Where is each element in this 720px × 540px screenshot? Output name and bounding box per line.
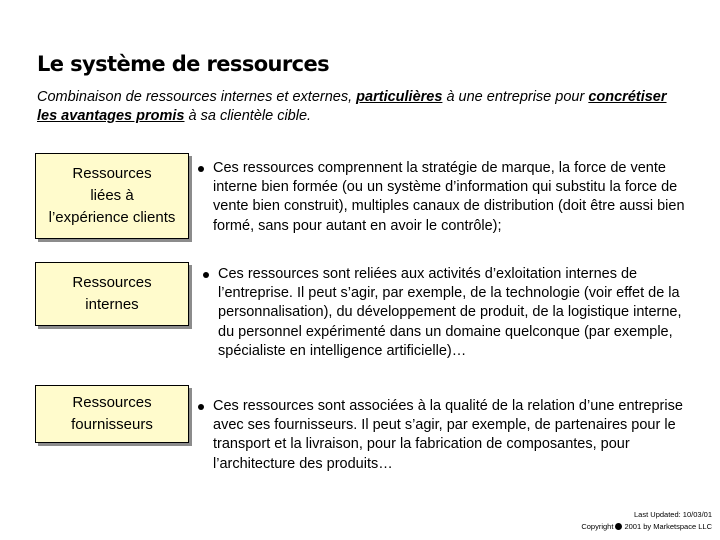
slide-subtitle bbox=[37, 88, 687, 126]
box-line: Ressources bbox=[72, 274, 152, 291]
bullet-dot-icon bbox=[198, 166, 204, 172]
subtitle-part-3: à sa clientèle cible. bbox=[184, 108, 312, 124]
bullet-dot-icon bbox=[203, 272, 209, 278]
box-line: Ressources bbox=[72, 394, 152, 411]
subtitle-emphasis-1: particulières bbox=[356, 89, 443, 105]
box-line: l’expérience clients bbox=[48, 209, 176, 226]
bullet-text: Ces ressources sont associées à la qualité de la relation d’une entreprise avec ses fournisseurs. Il peut s’agir, par exemple, de partenaires pour le transport et la livraison, pour la fabrication de composantes, pour l’architecture des produits… bbox=[213, 398, 683, 472]
subtitle-emphasis-2: concrétiser les avantages promis bbox=[37, 89, 667, 124]
copyright bbox=[581, 521, 712, 533]
slide-title: Le système de ressources bbox=[37, 52, 330, 76]
copyright-icon bbox=[615, 523, 622, 530]
bullet-text: Ces ressources sont reliées aux activités d’exloitation internes de l’entreprise. Il peut s’agir, par exemple, de la technologie (voir effet de la personnalisation), du développement de produit, de la logistique interne, du personnel expérimenté dans un domaine quelconque (par exemple, spécialiste en intelligence artificielle)… bbox=[218, 266, 682, 359]
last-updated: Last Updated: 10/03/01 bbox=[634, 510, 712, 519]
box-internal-resources bbox=[35, 262, 189, 326]
bullet-customer-experience bbox=[198, 159, 693, 236]
box-line: fournisseurs bbox=[71, 416, 153, 433]
subtitle-part-2: à une entreprise pour bbox=[442, 89, 589, 105]
bullet-internal bbox=[203, 265, 693, 361]
bullet-text: Ces ressources comprennent la stratégie de marque, la force de vente interne bien formée (ou un système d’information qui substitu la force de vente bien construit), multiples canaux de distribution (doit être aussi bien formé, sans pour autant en avoir le contrôle); bbox=[213, 160, 685, 234]
copyright-holder: 2001 by Marketspace LLC bbox=[624, 522, 712, 531]
bullet-suppliers bbox=[198, 397, 693, 474]
box-line: internes bbox=[85, 296, 139, 313]
subtitle-part-1: Combinaison de ressources internes et externes, bbox=[37, 89, 357, 105]
box-line: liées à bbox=[90, 187, 134, 204]
box-customer-experience-resources bbox=[35, 153, 189, 239]
box-line: Ressources bbox=[72, 165, 152, 182]
slide-footer bbox=[581, 509, 712, 533]
copyright-label: Copyright bbox=[581, 522, 614, 531]
box-supplier-resources bbox=[35, 385, 189, 443]
bullet-dot-icon bbox=[198, 404, 204, 410]
